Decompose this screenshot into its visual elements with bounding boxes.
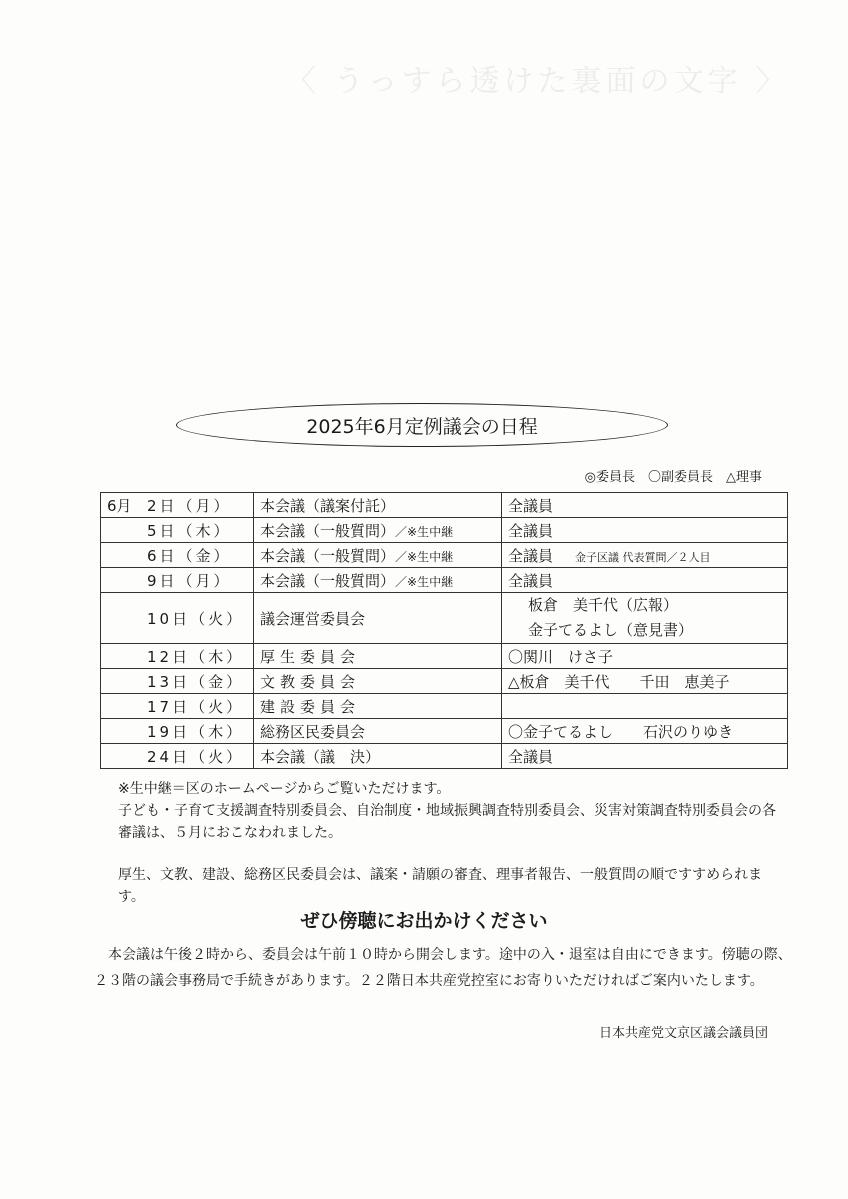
day: 10日（火） <box>147 609 245 628</box>
day: 13日（金） <box>147 672 245 691</box>
schedule-members <box>502 644 788 669</box>
schedule-agenda <box>254 719 502 744</box>
schedule-date <box>101 644 254 669</box>
schedule-row <box>101 644 788 669</box>
schedule-row <box>101 493 788 518</box>
month: 6月 <box>107 496 132 515</box>
agenda-label: 文教委員会 <box>260 672 361 691</box>
day: 9日（月） <box>147 571 232 590</box>
schedule-date <box>101 568 254 593</box>
schedule-row <box>101 669 788 694</box>
agenda-label: 建設委員会 <box>260 697 361 716</box>
live-note: ／※生中継 <box>395 549 454 564</box>
schedule-row <box>101 543 788 568</box>
note-committee-order: 厚生、文教、建設、総務区民委員会は、議案・請願の審査、理事者報告、一般質問の順ですすめられます。 <box>118 867 763 905</box>
schedule-members <box>502 694 788 719</box>
day: 6日（金） <box>147 546 232 565</box>
day: 19日（木） <box>147 722 245 741</box>
schedule-table <box>100 492 788 769</box>
schedule-members <box>502 493 788 518</box>
headline: ぜひ傍聴にお出かけください <box>300 910 548 932</box>
role-legend: ◎委員長 〇副委員長 △理事 <box>584 470 762 485</box>
agenda-label: 総務区民委員会 <box>260 722 366 741</box>
agenda-label: 厚生委員会 <box>260 647 361 666</box>
member-name: 全議員 <box>508 747 554 766</box>
schedule-date <box>101 719 254 744</box>
schedule-agenda <box>254 669 502 694</box>
page-title: 2025年6月定例議会の日程 <box>176 403 668 447</box>
agenda-label: 本会議（議案付託） <box>260 496 396 515</box>
day: 2日（月） <box>147 496 232 515</box>
member-name: 全議員 <box>508 571 554 590</box>
schedule-agenda <box>254 644 502 669</box>
schedule-date <box>101 518 254 543</box>
member-name: 〇関川 けさ子 <box>508 647 614 666</box>
live-note: ／※生中継 <box>395 524 454 539</box>
day: 5日（木） <box>147 521 232 540</box>
member-name: 全議員 <box>508 521 554 540</box>
schedule-date <box>101 669 254 694</box>
agenda-label: 本会議（一般質問） <box>260 546 396 565</box>
day: 17日（火） <box>147 697 245 716</box>
schedule-agenda <box>254 593 502 644</box>
schedule-date <box>101 543 254 568</box>
member-name: 全議員 <box>508 546 554 565</box>
schedule-agenda <box>254 694 502 719</box>
schedule-members <box>502 669 788 694</box>
schedule-members <box>502 744 788 769</box>
member-name: 〇金子てるよし 石沢のりゆき <box>508 722 734 741</box>
schedule-date <box>101 493 254 518</box>
schedule-row <box>101 744 788 769</box>
schedule-agenda <box>254 568 502 593</box>
schedule-row <box>101 518 788 543</box>
schedule-members <box>502 543 788 568</box>
schedule-agenda <box>254 518 502 543</box>
agenda-label: 本会議（議 決） <box>260 747 381 766</box>
live-note: ／※生中継 <box>395 574 454 589</box>
note-special-committees: 子ども・子育て支援調査特別委員会、自治制度・地域振興調査特別委員会、災害対策調査特別委員会の各審議は、５月におこなわれました。 <box>118 803 776 841</box>
member-name: 板倉 美千代（広報） <box>528 596 679 614</box>
note-live: ※生中継＝区のホームページからご覧いただけます。 <box>118 781 451 797</box>
member-name: 金子てるよし（意見書） <box>528 621 694 639</box>
schedule-row <box>101 593 788 644</box>
day: 24日（火） <box>147 747 245 766</box>
member-subnote: 金子区議 代表質問／２人目 <box>575 550 711 564</box>
notes <box>118 778 788 908</box>
schedule-row <box>101 694 788 719</box>
schedule-members <box>502 593 788 644</box>
schedule-agenda <box>254 744 502 769</box>
day: 12日（木） <box>147 647 245 666</box>
schedule-date <box>101 744 254 769</box>
agenda-label: 本会議（一般質問） <box>260 521 396 540</box>
agenda-label: 議会運営委員会 <box>260 609 366 628</box>
signature: 日本共産党文京区議会議員団 <box>598 1026 768 1041</box>
schedule-members <box>502 568 788 593</box>
schedule-date <box>101 694 254 719</box>
body-text: 本会議は午後２時から、委員会は午前１０時から開会します。途中の入・退室は自由にできます。傍聴の際、２３階の議会事務局で手続きがあります。２２階日本共産党控室にお寄りいただければご案内いたします。 <box>94 947 792 989</box>
member-name: 全議員 <box>508 496 554 515</box>
schedule-agenda <box>254 493 502 518</box>
schedule-members <box>502 518 788 543</box>
schedule-row <box>101 719 788 744</box>
ghost-header: 〈 うっすら透けた裏面の文字 〉 <box>286 64 790 99</box>
schedule-agenda <box>254 543 502 568</box>
schedule-date <box>101 593 254 644</box>
member-name: △板倉 美千代 千田 恵美子 <box>508 672 730 691</box>
schedule-row <box>101 568 788 593</box>
agenda-label: 本会議（一般質問） <box>260 571 396 590</box>
schedule-members <box>502 719 788 744</box>
